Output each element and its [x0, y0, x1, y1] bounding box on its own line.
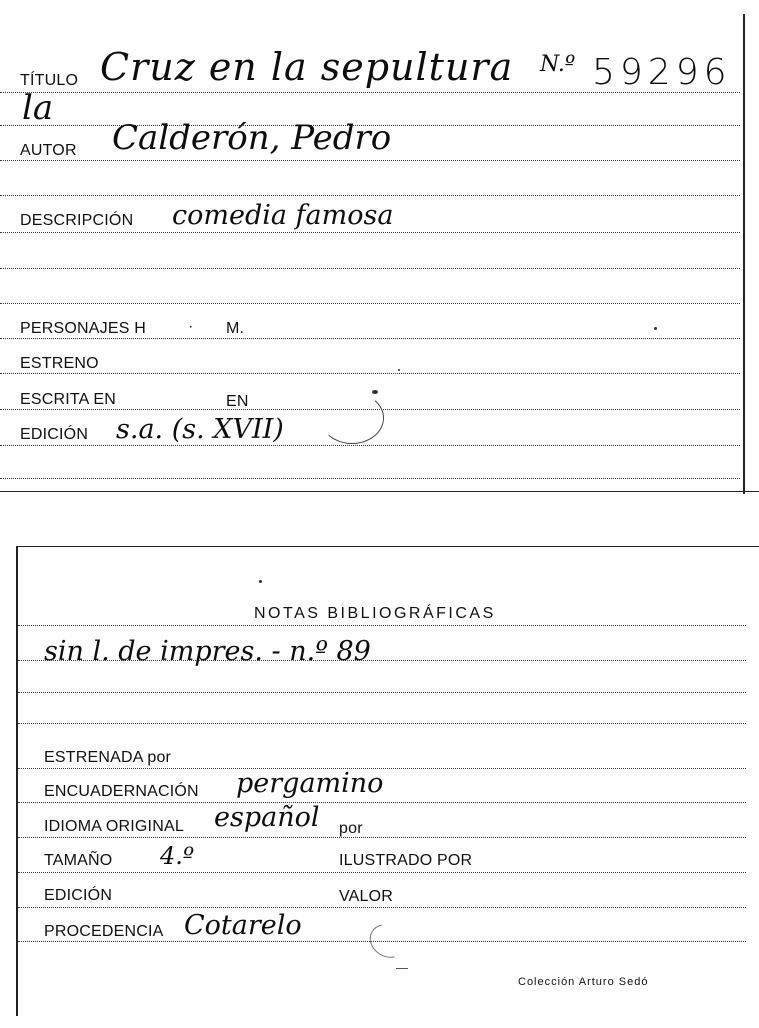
card-top-edge [18, 546, 759, 547]
edicion-value: s.a. (s. XVII) [116, 414, 284, 445]
escrita-en-label: ESCRITA EN [20, 391, 116, 408]
idioma-por-label: por [339, 820, 363, 837]
rule-line [18, 802, 746, 803]
rule-line [0, 373, 740, 374]
rule-line [0, 268, 740, 269]
ink-speck [654, 327, 657, 330]
personajes-label: PERSONAJES H [20, 320, 146, 337]
autor-label: AUTOR [20, 142, 77, 159]
titulo-continuation: la [22, 88, 54, 128]
numero-value: 59296 [592, 52, 732, 93]
ink-speck [398, 369, 400, 371]
catalog-card-front [0, 0, 759, 495]
catalog-card-back [0, 540, 759, 1028]
ink-mark [396, 968, 408, 969]
descripcion-value: comedia famosa [172, 200, 394, 231]
rule-line [0, 160, 740, 161]
descripcion-label: DESCRIPCIÓN [20, 212, 134, 229]
rule-line [18, 872, 746, 873]
back-edicion-label: EDICIÓN [44, 887, 113, 904]
rule-line [0, 195, 740, 196]
notas-value: sin l. de impres. - n.º 89 [44, 636, 371, 667]
rule-line [0, 445, 740, 446]
card-right-edge [743, 14, 745, 494]
rule-line [18, 723, 746, 724]
card-bottom-edge [0, 491, 759, 492]
notas-heading: NOTAS BIBLIOGRÁFICAS [254, 605, 496, 622]
ink-speck [372, 390, 378, 394]
rule-line [18, 907, 746, 908]
stamp-mark [320, 392, 384, 444]
procedencia-label: PROCEDENCIA [44, 923, 164, 940]
encuadernacion-value: pergamino [236, 768, 384, 799]
ilustrado-por-label: ILUSTRADO POR [339, 852, 473, 869]
estrenada-por-label: ESTRENADA por [44, 749, 172, 766]
personajes-separator: · [188, 318, 194, 335]
procedencia-value: Cotarelo [184, 910, 302, 941]
rule-line [18, 837, 746, 838]
escrita-en-second-label: EN [226, 393, 249, 410]
titulo-value: Cruz en la sepultura [100, 45, 514, 89]
ink-speck [259, 580, 262, 583]
tamano-value: 4.º [160, 842, 195, 870]
titulo-label: TÍTULO [20, 72, 79, 89]
stamp-mark [364, 918, 413, 965]
numero-prefix: N.º [540, 52, 576, 77]
card-left-edge [16, 546, 18, 1016]
rule-line [0, 338, 740, 339]
personajes-m-label: M. [226, 320, 245, 337]
rule-line [0, 303, 740, 304]
encuadernacion-label: ENCUADERNACIÓN [44, 783, 199, 800]
rule-line [0, 478, 740, 479]
estreno-label: ESTRENO [20, 355, 99, 372]
valor-label: VALOR [339, 888, 394, 905]
rule-line [18, 625, 746, 626]
idioma-original-value: español [214, 802, 320, 833]
autor-value: Calderón, Pedro [112, 118, 392, 158]
tamano-label: TAMAÑO [44, 852, 113, 869]
idioma-original-label: IDIOMA ORIGINAL [44, 818, 184, 835]
rule-line [18, 692, 746, 693]
rule-line [0, 232, 740, 233]
collection-credit: Colección Arturo Sedó [518, 976, 649, 988]
edicion-label: EDICIÓN [20, 426, 89, 443]
